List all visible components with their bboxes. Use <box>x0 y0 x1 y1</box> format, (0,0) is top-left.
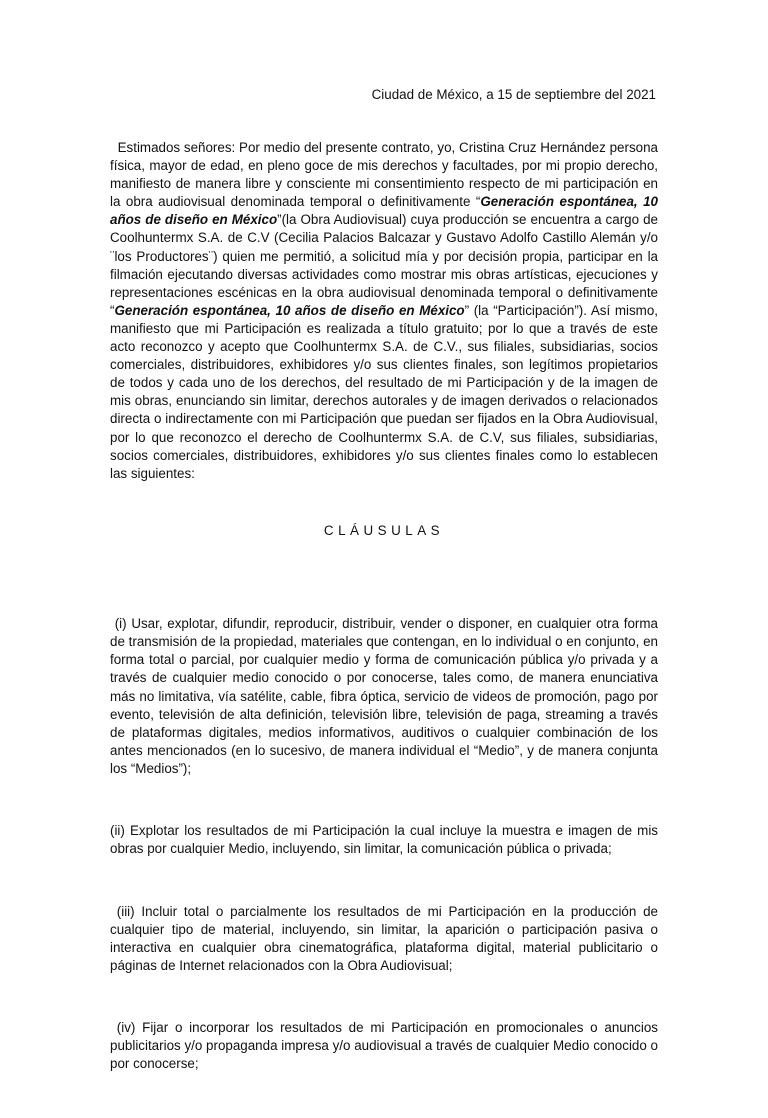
work-title-2: Generación espontánea, 10 años de diseño en México <box>114 302 465 318</box>
clause-iii: (iii) Incluir total o parcialmente los resultados de mi Participación en la producción de cualquier tipo de material, incluyendo, sin limitar, la aparición o participación pasiva o interactiva en cualquier obra cinematográfica, plataforma digital, material publicitario o páginas de Internet relacionados con la Obra Audiovisual; <box>110 903 662 973</box>
intro-text-part-2: ”(la Obra Audiovisual) cuya producción se encuentra a cargo de Coolhuntermx S.A. de C.V (Cecilia Palacios Balcazar y Gustavo Adolfo Castillo Alemán y/o ¨los Productores¨) quien me permitió, a solicitud mía y por decisión propia, participar en la filmación ejecutando diversas actividades como mostrar mis obras artísticas, ejecuciones y representaciones escénicas en la obra audiovisual denominada temporal o definitivamente “ <box>110 212 666 318</box>
work-title-1: Generación espontánea, 10 años de diseño en México <box>110 194 662 228</box>
clause-iv: (iv) Fijar o incorporar los resultados de mi Participación en promocionales o anuncios publicitarios y/o propaganda impresa y/o audiovisual a través de cualquier Medio conocido o por conocerse; <box>110 1020 662 1072</box>
clauses-list <box>110 579 662 1118</box>
date-line: Ciudad de México, a 15 de septiembre del 2021 <box>371 87 656 102</box>
intro-paragraph <box>110 139 666 483</box>
clause-i: (i) Usar, explotar, difundir, reproducir, distribuir, vender o disponer, en cualquier otra forma de transmisión de la propiedad, materiales que contengan, en lo individual o en conjunto, en forma total o parcial, por cualquier medio y forma de comunicación pública y/o privada y a través de cualquier medio conocido o por conocerse, tales como, de manera enunciativa más no limitativa, vía satélite, cable, fibra óptica, servicio de videos de promoción, pago por evento, televisión de alta definición, televisión libre, televisión de paga, streaming a través de plataformas digitales, medios informativos, auditivos o cualquier combinación de los antes mencionados (en lo sucesivo, de manera individual el “Medio”, y de manera conjunta los “Medios”); <box>110 616 662 776</box>
clauses-heading: CLÁUSULAS <box>323 523 445 538</box>
intro-text-part-1: Estimados señores: Por medio del presente contrato, yo, Cristina Cruz Hernández persona física, mayor de edad, en pleno goce de mis derechos y facultades, por mi propio derecho, manifiesto de manera libre y consciente mi consentimiento respecto de mi participación en la obra audiovisual denominada temporal o definitivamente “ <box>110 140 662 210</box>
intro-text-part-3: ” (la “Participación”). Así mismo, manifiesto que mi Participación es realizada a título gratuito; por lo que a través de este acto reconozco y acepto que Coolhuntermx S.A. de C.V., sus filiales, subsidiarias, socios comerciales, distribuidores, exhibidores y/o sus clientes finales, son legítimos propietarios de todos y cada uno de los derechos, del resultado de mi Participación y de la imagen de mis obras, enunciando sin limitar, derechos autorales y de imagen derivados o relacionados directa o indirectamente con mi Participación que puedan ser fijados en la Obra Audiovisual, por lo que reconozco el derecho de Coolhuntermx S.A. de C.V, sus filiales, subsidiarias, socios comerciales, distribuidores, exhibidores y/o sus clientes finales como lo establecen las siguientes: <box>110 302 662 481</box>
clause-ii: (ii) Explotar los resultados de mi Participación la cual incluye la muestra e imagen de mis obras por cualquier Medio, incluyendo, sin limitar, la comunicación pública o privada; <box>110 823 662 857</box>
